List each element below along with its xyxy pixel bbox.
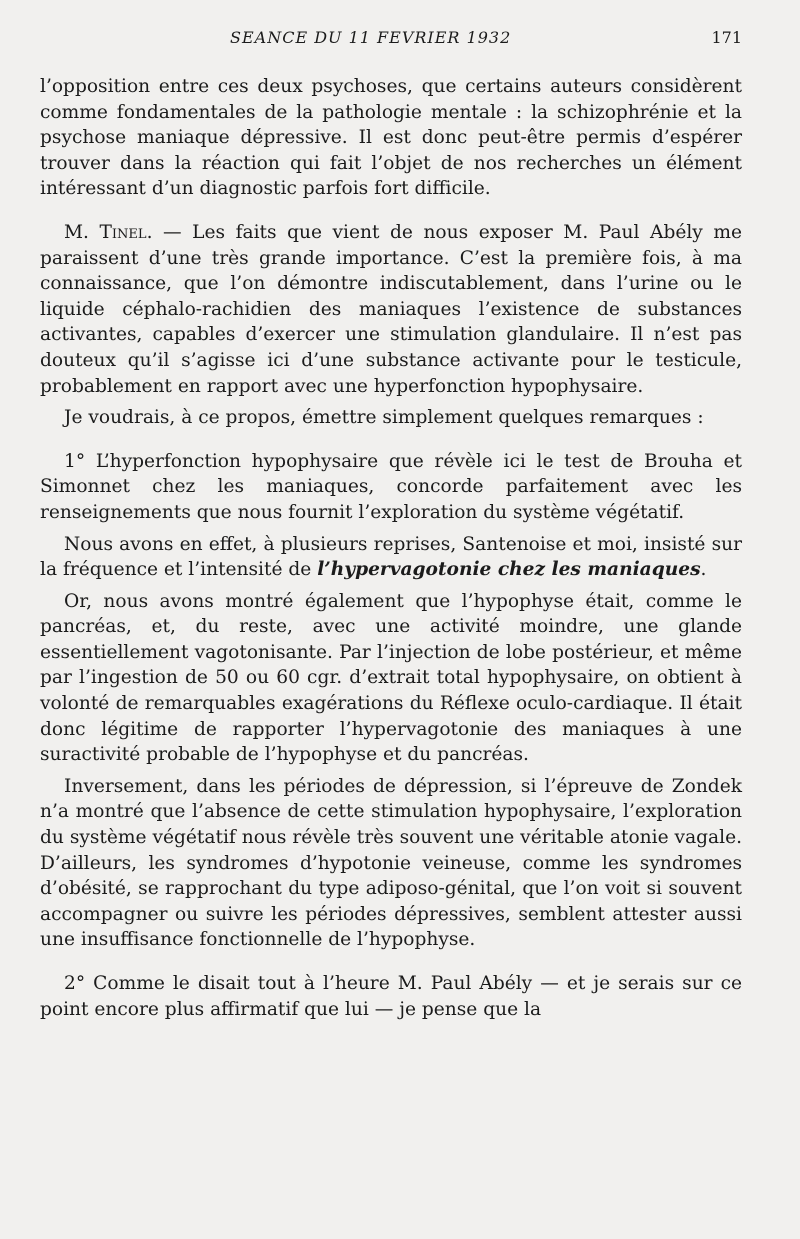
paragraph-inversement: Inversement, dans les périodes de dépression, si l’épreuve de Zondek n’a montré que l’absence de cette stimulation hypophysaire, l’exploration du système végétatif nous révèle très souvent une véritable atonie vagale. D’ailleurs, les syndromes d’hypotonie veineuse, comme les syndromes d’obésité, se rapprochant du type adiposo-génital, que l’on voit si souvent accompagner ou suivre les périodes dépressives, semblent attester aussi une insuffisance fonctionnelle de l’hypophyse. <box>40 775 742 951</box>
paragraph-tinel-text: . — Les faits que vient de nous exposer M. Paul Abély me paraissent d’une très grande importance. C’est la première fois, à ma connaissance, que l’on démontre indiscutablement, dans l’urine ou le liquide céphalo-rachidien des maniaques l’existence de substances activantes, capables d’exercer une stimulation glandulaire. Il n’est pas douteux qu’il s’agisse ici d’une substance activante pour le testicule, probablement en rapport avec une hyperfonction hypophysaire. <box>40 221 742 397</box>
paragraph-opposition: l’opposition entre ces deux psychoses, que certains auteurs considèrent comme fondamentales de la pathologie mentale : la schizophrénie et la psychose maniaque dépressive. Il est donc peut-être permis d’espérer trouver dans la réaction qui fait l’objet de nos recherches un élément intéressant d’un diagnostic parfois fort difficile. <box>40 76 742 200</box>
paragraph-tinel <box>40 220 742 399</box>
body-text <box>40 74 742 1022</box>
running-title: SEANCE DU 11 FEVRIER 1932 <box>230 28 512 47</box>
paragraph-hypophyse: Or, nous avons montré également que l’hypophyse était, comme le pancréas, et, du reste, avec une activité moindre, une glande essentiellement vagotonisante. Par l’injection de lobe postérieur, et même par l’ingestion de 50 ou 60 cgr. d’extrait total hypophysaire, on obtient à volonté de remarquables exagérations du Réflexe oculo-cardiaque. Il était donc légitime de rapporter l’hypervagotonie des maniaques à une suractivité probable de l’hypophyse et du pancréas. <box>40 590 742 766</box>
paragraph-hypervagotonie <box>40 532 742 583</box>
paragraph-hypervagotonie-end: . <box>700 559 707 581</box>
paragraph-point-1: 1° L’hyperfonction hypophysaire que révèle ici le test de Brouha et Simonnet chez les maniaques, concorde parfaitement avec les renseignements que nous fournit l’exploration du système végétatif. <box>40 450 742 523</box>
page-header <box>40 28 742 54</box>
paragraph-remarques: Je voudrais, à ce propos, émettre simplement quelques remarques : <box>64 407 704 429</box>
paragraph-hypervagotonie-text: Nous avons en effet, à plusieurs reprises, Santenoise et moi, insisté sur la fréquence et l’intensité de <box>40 533 742 581</box>
emphasis-hypervagotonie: l’hypervagotonie chez les maniaques <box>317 559 701 581</box>
speaker-prefix: M. <box>64 221 100 243</box>
page-number: 171 <box>711 28 742 47</box>
paragraph-point-2: 2° Comme le disait tout à l’heure M. Paul Abély — et je serais sur ce point encore plus affirmatif que lui — je pense que la <box>40 973 742 1020</box>
speaker-name: Tinel <box>99 221 147 243</box>
